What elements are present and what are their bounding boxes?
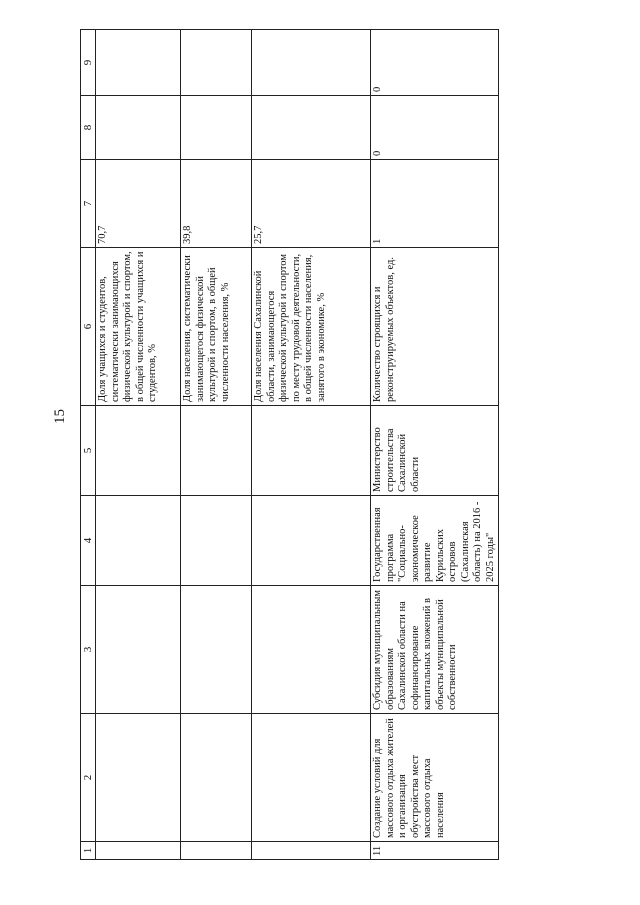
indicator-cell: Доля населения, систематически занимающегося физической культурой и спортом, в общей численности населения, %	[181, 248, 252, 406]
column-header-8: 8	[81, 96, 96, 160]
mechanism-cell: Субсидия муниципальным образованиям Сахалинской области на софинансирование капитальных вложений в объекты муниципальной собственности	[371, 586, 499, 714]
table-cell	[181, 842, 252, 860]
column-header-2: 2	[81, 714, 96, 842]
value-cell: 0	[371, 30, 499, 96]
program-cell: Государственная программа "Социально-экономическое развитие Курильских островов (Сахалинская область) на 2016 - 2025 годы"	[371, 496, 499, 586]
value-cell: 70,7	[96, 160, 181, 248]
column-header-4: 4	[81, 496, 96, 586]
table-cell	[181, 406, 252, 496]
table-cell	[252, 714, 371, 842]
table-row	[96, 30, 181, 860]
table-cell	[181, 30, 252, 96]
column-header-1: 1	[81, 842, 96, 860]
value-cell: 25,7	[252, 160, 371, 248]
table-header-row	[81, 30, 96, 860]
table-cell	[96, 586, 181, 714]
table-cell	[252, 586, 371, 714]
row-number-cell: 11	[371, 842, 499, 860]
table-cell	[96, 714, 181, 842]
indicator-cell: Доля населения Сахалинской области, занимающегося физической культурой и спортом по месту трудовой деятельности, в общей численности населения, занятого в экономике, %	[252, 248, 371, 406]
column-header-5: 5	[81, 406, 96, 496]
table-row	[181, 30, 252, 860]
table-row	[371, 30, 499, 860]
table-cell	[96, 496, 181, 586]
table-cell	[96, 406, 181, 496]
table-cell	[181, 714, 252, 842]
table-cell	[96, 30, 181, 96]
value-cell: 39,8	[181, 160, 252, 248]
data-table	[80, 29, 499, 860]
value-cell: 0	[371, 96, 499, 160]
column-header-3: 3	[81, 586, 96, 714]
executor-cell: Министерство строительства Сахалинской области	[371, 406, 499, 496]
table-cell	[252, 842, 371, 860]
column-header-7: 7	[81, 160, 96, 248]
table-cell	[96, 96, 181, 160]
table-cell	[96, 842, 181, 860]
table-cell	[252, 30, 371, 96]
indicator-cell: Количество строящихся и реконструируемых объектов, ед.	[371, 248, 499, 406]
table-cell	[252, 496, 371, 586]
rotated-table-container	[80, 30, 498, 860]
table-cell	[252, 406, 371, 496]
page-number: 15	[52, 409, 68, 424]
table-row	[252, 30, 371, 860]
indicator-cell: Доля учащихся и студентов, систематически занимающихся физической культурой и спортом, в общей численности учащихся и студентов, %	[96, 248, 181, 406]
table-cell	[181, 496, 252, 586]
table-cell	[181, 96, 252, 160]
column-header-9: 9	[81, 30, 96, 96]
column-header-6: 6	[81, 248, 96, 406]
table-cell	[181, 586, 252, 714]
value-cell: 1	[371, 160, 499, 248]
measure-name-cell: Создание условий для массового отдыха жителей и организация обустройства мест массового отдыха населения	[371, 714, 499, 842]
table-cell	[252, 96, 371, 160]
